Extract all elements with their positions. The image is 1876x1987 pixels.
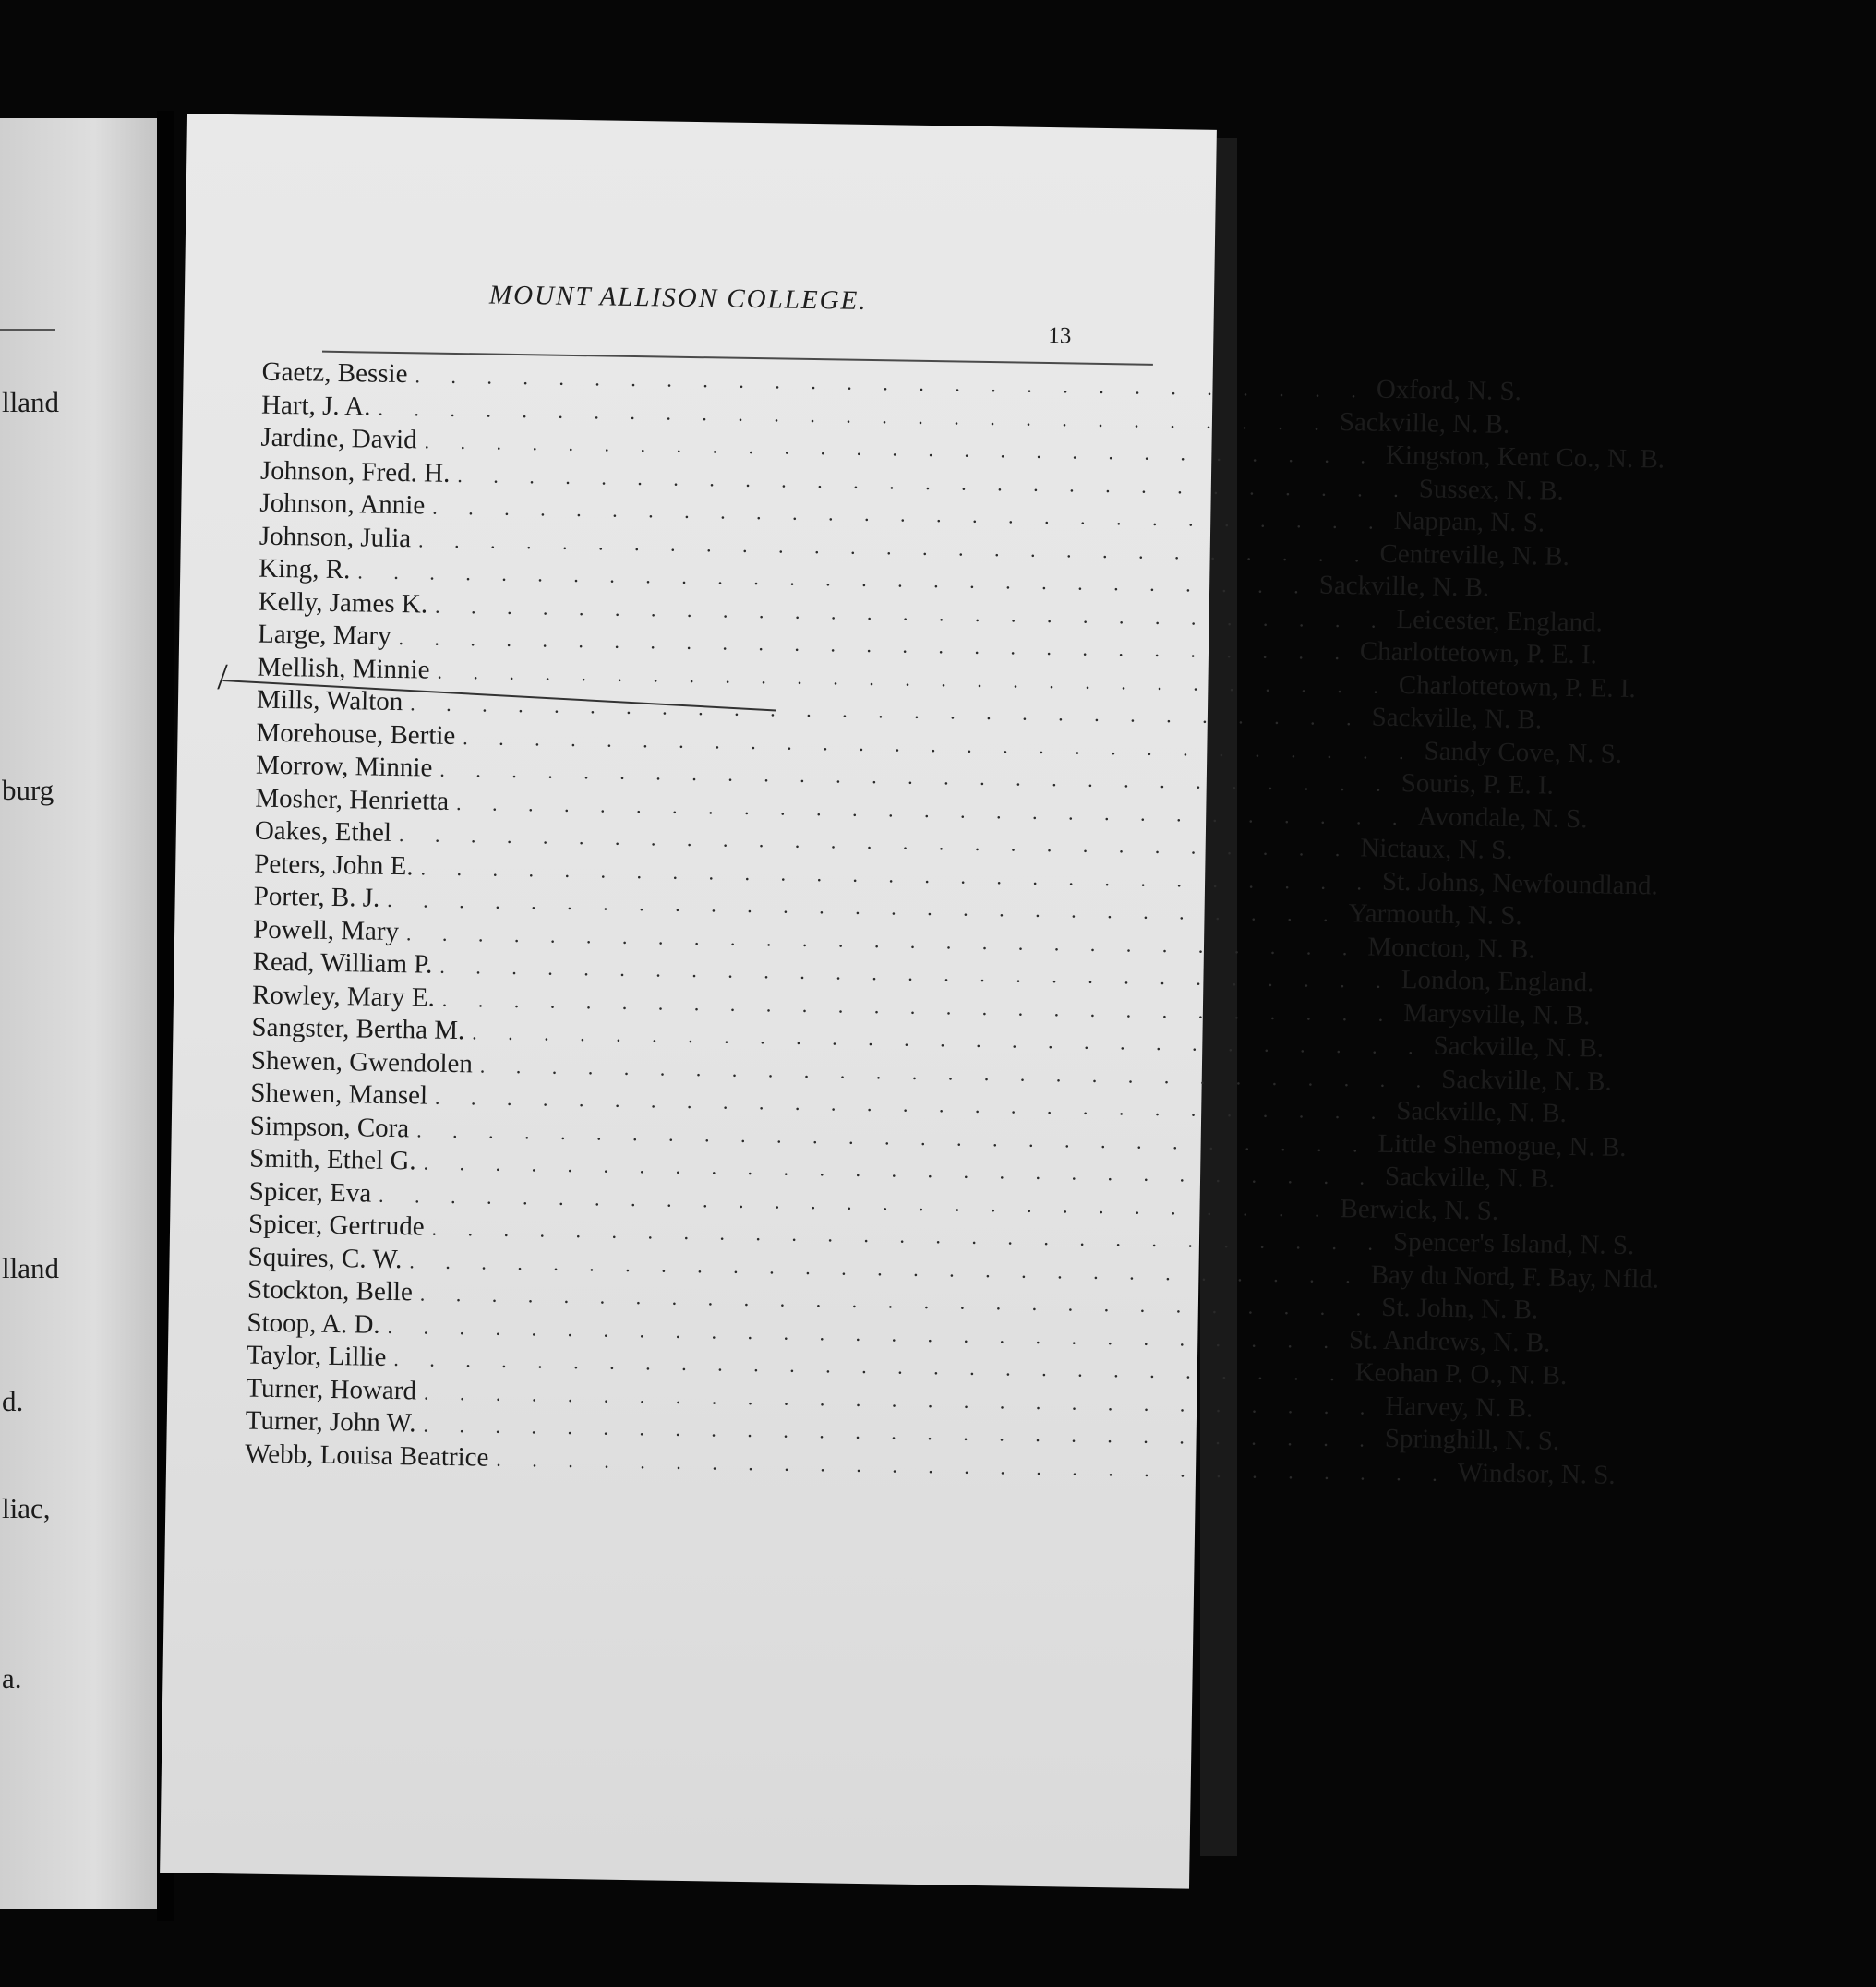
dot-leader: . . . . . . . . . . . . . . . . . . . . . . . . . . . [410, 692, 1365, 730]
student-residence: Bay du Nord, F. Bay, Nfld. [1370, 1259, 1660, 1295]
student-name: Mills, Walton [256, 684, 403, 717]
student-name: Porter, B. J. [253, 881, 380, 913]
student-residence: St. Johns, Newfoundland. [1381, 866, 1659, 900]
student-residence: Kingston, Kent Co., N. B. [1385, 440, 1666, 475]
student-name: Stockton, Belle [247, 1274, 414, 1307]
student-residence: Windsor, N. S. [1457, 1457, 1616, 1490]
student-name: Shewen, Mansel [250, 1078, 428, 1111]
student-residence: Spencer's Island, N. S. [1392, 1227, 1635, 1261]
dot-leader: . . . . . . . . . . . . . . . . . . . . . . . . . . . [439, 954, 1394, 994]
student-name: Powell, Mary [252, 914, 400, 946]
student-residence: Little Shemogue, N. B. [1377, 1128, 1627, 1162]
dot-leader: . . . . . . . . . . . . . . . . . . . . . . . . . . . [423, 1150, 1378, 1189]
dot-leader: . . . . . . . . . . . . . . . . . . . . . . . . . . . [437, 659, 1392, 698]
dot-leader: . . . . . . . . . . . . . . . . . . . . . . . . . . . [434, 1085, 1389, 1124]
facing-page-fragment: liac, [2, 1492, 51, 1524]
pencil-check-mark: / [217, 655, 228, 698]
student-list [245, 356, 1666, 1490]
student-name: Johnson, Fred. H. [259, 455, 451, 488]
student-residence: St. John, N. B. [1380, 1292, 1539, 1325]
dot-leader: . . . . . . . . . . . . . . . . . . . . . . . . . . . [472, 1020, 1426, 1059]
dot-leader: . . . . . . . . . . . . . . . . . . . . . . . . . . . [393, 1347, 1348, 1386]
dot-leader: . . . . . . . . . . . . . . . . . . . . . . . . . . . [398, 626, 1353, 665]
student-residence: Yarmouth, N. S. [1348, 898, 1522, 932]
student-name: Turner, Howard [246, 1373, 417, 1405]
student-residence: Sackville, N. B. [1433, 1030, 1605, 1064]
student-name: Turner, John W. [245, 1405, 416, 1439]
student-name: Mellish, Minnie [257, 652, 430, 685]
student-name: Johnson, Annie [259, 488, 426, 521]
student-name: Smith, Ethel G. [249, 1143, 416, 1176]
dot-leader: . . . . . . . . . . . . . . . . . . . . . . . . . . . [457, 463, 1412, 501]
dot-leader: . . . . . . . . . . . . . . . . . . . . . . . . . . . [496, 1447, 1450, 1486]
book-page [160, 114, 1666, 1888]
student-residence: Nappan, N. S. [1393, 505, 1545, 538]
student-residence: Harvey, N. B. [1385, 1391, 1533, 1423]
student-name: Hart, J. A. [260, 390, 371, 422]
student-residence: Sackville, N. B. [1396, 1096, 1568, 1128]
dot-leader: . . . . . . . . . . . . . . . . . . . . . . . . . . . [455, 790, 1411, 829]
student-residence: Oxford, N. S. [1376, 374, 1522, 407]
facing-page-rule [0, 329, 55, 331]
student-residence: St. Andrews, N. B. [1348, 1324, 1551, 1358]
dot-leader: . . . . . . . . . . . . . . . . . . . . . . . . . . . [419, 1282, 1375, 1320]
facing-page-fragment: a. [2, 1662, 22, 1694]
facing-page-fragment: burg [2, 774, 54, 806]
student-residence: Moncton, N. B. [1367, 932, 1535, 964]
student-name: Webb, Louisa Beatrice [245, 1439, 489, 1473]
dot-leader: . . . . . . . . . . . . . . . . . . . . . . . . . . . [424, 429, 1379, 468]
student-residence: Berwick, N. S. [1340, 1193, 1499, 1226]
student-residence: Sackville, N. B. [1371, 702, 1543, 735]
student-name: Sangster, Bertha M. [251, 1012, 465, 1046]
dot-leader: . . . . . . . . . . . . . . . . . . . . . . . . . . . [405, 921, 1361, 959]
student-name: Rowley, Mary E. [251, 980, 436, 1013]
dot-leader: . . . . . . . . . . . . . . . . . . . . . . . . . . . [387, 1314, 1342, 1353]
facing-page-edge [0, 118, 157, 1909]
dot-leader: . . . . . . . . . . . . . . . . . . . . . . . . . . . [387, 887, 1341, 927]
page-number: 13 [1048, 323, 1072, 349]
student-residence: London, England. [1401, 965, 1594, 998]
student-residence: Sackville, N. B. [1384, 1161, 1556, 1194]
student-name: Gaetz, Bessie [261, 356, 408, 390]
dot-leader: . . . . . . . . . . . . . . . . . . . . . . . . . . . [378, 396, 1333, 435]
student-residence: Charlottetown, P. E. I. [1398, 669, 1637, 704]
student-residence: Souris, P. E. I. [1401, 768, 1555, 801]
student-name: Large, Mary [257, 619, 391, 651]
student-residence: Marysville, N. B. [1403, 997, 1591, 1030]
student-name: Oakes, Ethel [254, 815, 392, 848]
student-residence: Sussex, N. B. [1418, 473, 1565, 506]
student-name: Read, William P. [252, 946, 433, 980]
dot-leader: . . . . . . . . . . . . . . . . . . . . . . . . . . . [441, 987, 1397, 1026]
student-name: Simpson, Cora [249, 1111, 410, 1143]
student-name: Johnson, Julia [259, 521, 412, 553]
student-residence: Springhill, N. S. [1384, 1423, 1560, 1456]
facing-page-fragment: lland [2, 1252, 59, 1284]
running-head: MOUNT ALLISON COLLEGE. [488, 280, 868, 316]
facing-page-fragment: d. [2, 1385, 24, 1417]
student-name: Kelly, James K. [258, 586, 428, 620]
student-residence: Nictaux, N. S. [1360, 833, 1513, 866]
student-name: Spicer, Eva [248, 1176, 372, 1209]
student-residence: Avondale, N. S. [1417, 801, 1588, 834]
dot-leader: . . . . . . . . . . . . . . . . . . . . . . . . . . . [432, 495, 1387, 534]
dot-leader: . . . . . . . . . . . . . . . . . . . . . . . . . . . [357, 560, 1312, 598]
student-name: Spicer, Gertrude [247, 1209, 425, 1242]
student-residence: Sackville, N. B. [1318, 570, 1490, 603]
dot-leader: . . . . . . . . . . . . . . . . . . . . . . . . . . . [439, 757, 1394, 796]
dot-leader: . . . . . . . . . . . . . . . . . . . . . . . . . . . [415, 1117, 1371, 1157]
dot-leader: . . . . . . . . . . . . . . . . . . . . . . . . . . . [420, 855, 1376, 895]
student-name: Peters, John E. [254, 849, 414, 881]
student-residence: Sackville, N. B. [1441, 1064, 1612, 1097]
facing-page-fragment: lland [2, 386, 59, 418]
student-residence: Sandy Cove, N. S. [1424, 735, 1623, 769]
student-name: Squires, C. W. [247, 1242, 403, 1274]
student-name: Morrow, Minnie [255, 750, 433, 783]
student-name: Taylor, Lillie [246, 1340, 387, 1372]
student-name: Jardine, David [260, 422, 417, 455]
dot-leader: . . . . . . . . . . . . . . . . . . . . . . . . . . . [378, 1183, 1333, 1222]
student-name: Mosher, Henrietta [255, 783, 450, 816]
dot-leader: . . . . . . . . . . . . . . . . . . . . . . . . . . . [398, 823, 1353, 861]
dot-leader: . . . . . . . . . . . . . . . . . . . . . . . . . . . [463, 725, 1417, 764]
dot-leader: . . . . . . . . . . . . . . . . . . . . . . . . . . . [434, 594, 1389, 632]
student-residence: Charlottetown, P. E. I. [1359, 636, 1598, 670]
dot-leader: . . . . . . . . . . . . . . . . . . . . . . . . . . . [417, 527, 1373, 567]
dot-leader: . . . . . . . . . . . . . . . . . . . . . . . . . . . [423, 1380, 1378, 1419]
dot-leader: . . . . . . . . . . . . . . . . . . . . . . . . . . . [423, 1413, 1378, 1451]
student-name: Morehouse, Bertie [256, 717, 456, 751]
student-residence: Sackville, N. B. [1339, 406, 1510, 440]
dot-leader: . . . . . . . . . . . . . . . . . . . . . . . . . . . [415, 364, 1370, 403]
dot-leader: . . . . . . . . . . . . . . . . . . . . . . . . . . . [431, 1216, 1387, 1255]
student-name: Shewen, Gwendolen [250, 1045, 474, 1078]
student-residence: Keohan P. O., N. B. [1354, 1357, 1568, 1391]
dot-leader: . . . . . . . . . . . . . . . . . . . . . . . . . . . [479, 1053, 1435, 1092]
student-residence: Leicester, England. [1396, 604, 1604, 638]
dot-leader: . . . . . . . . . . . . . . . . . . . . . . . . . . . [409, 1248, 1364, 1288]
student-name: Stoop, A. D. [247, 1307, 380, 1340]
student-name: King, R. [259, 553, 351, 585]
student-residence: Centreville, N. B. [1379, 538, 1570, 572]
